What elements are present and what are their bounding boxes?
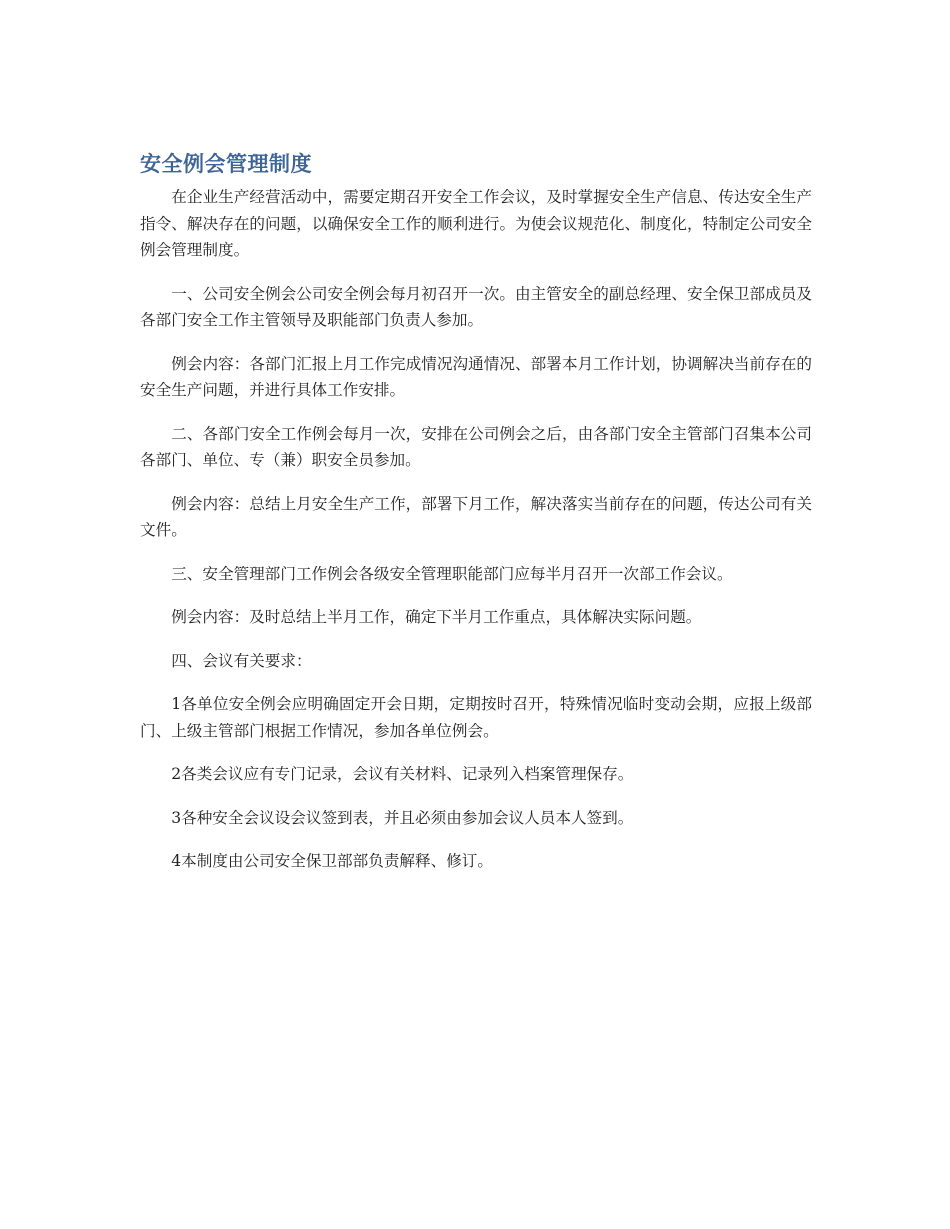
document-body: [140, 148, 812, 892]
paragraph-section-3-content: 例会内容：及时总结上半月工作，确定下半月工作重点，具体解决实际问题。: [171, 608, 702, 626]
document-title: 安全例会管理制度: [140, 152, 312, 176]
requirement-item-2: 2各类会议应有专门记录，会议有关材料、记录列入档案管理保存。: [171, 765, 634, 783]
paragraph-section-2: 二、各部门安全工作例会每月一次，安排在公司例会之后，由各部门安全主管部门召集本公司各部门、单位、专（兼）职安全员参加。: [140, 424, 812, 469]
requirement-item-4: 4本制度由公司安全保卫部部负责解释、修订。: [171, 852, 493, 870]
requirement-item-1: 1各单位安全例会应明确固定开会日期，定期按时召开，特殊情况临时变动会期，应报上级部门、上级主管部门根据工作情况，参加各单位例会。: [140, 695, 812, 740]
paragraph-section-1-content: 例会内容：各部门汇报上月工作完成情况沟通情况、部署本月工作计划，协调解决当前存在的安全生产问题，并进行具体工作安排。: [140, 354, 812, 399]
paragraph-intro: 在企业生产经营活动中，需要定期召开安全工作会议，及时掌握安全生产信息、传达安全生产指令、解决存在的问题，以确保安全工作的顺利进行。为使会议规范化、制度化，特制定公司安全例会管理制度。: [140, 188, 812, 259]
paragraph-section-1: 一、公司安全例会公司安全例会每月初召开一次。由主管安全的副总经理、安全保卫部成员及各部门安全工作主管领导及职能部门负责人参加。: [140, 284, 812, 329]
paragraph-section-2-content: 例会内容：总结上月安全生产工作，部署下月工作，解决落实当前存在的问题，传达公司有关文件。: [140, 494, 812, 539]
paragraph-section-3: 三、安全管理部门工作例会各级安全管理职能部门应每半月召开一次部工作会议。: [171, 564, 733, 583]
paragraph-section-4: 四、会议有关要求：: [171, 651, 312, 670]
requirement-item-3: 3各种安全会议设会议签到表，并且必须由参加会议人员本人签到。: [171, 808, 634, 827]
